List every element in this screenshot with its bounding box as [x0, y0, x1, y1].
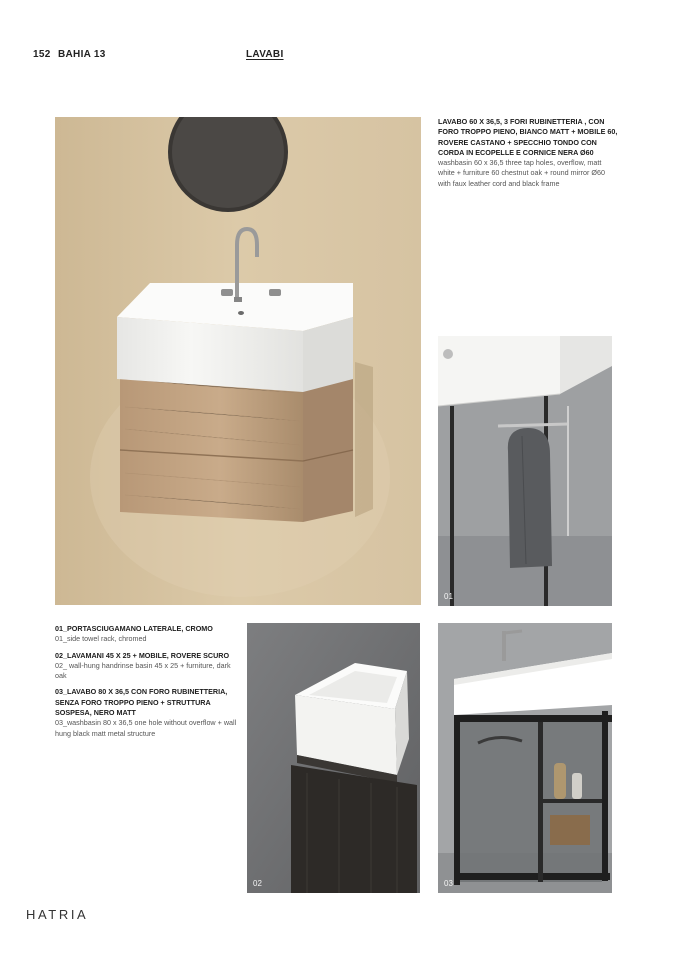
item-01-text: 01_side towel rack, chromed: [55, 634, 147, 644]
main-product-photo: [55, 117, 421, 605]
item-03-text: 03_washbasin 80 x 36,5 one hole without overflow + wall hung black matt metal structure: [55, 718, 237, 738]
photo-label-03: 03: [444, 879, 453, 888]
photo-01-towel-rack: [438, 336, 612, 606]
item-01-title: 01_PORTASCIUGAMANO LATERALE, CROMO: [55, 624, 213, 633]
main-caption-title: LAVABO 60 X 36,5, 3 FORI RUBINETTERIA , CON FORO TROPPO PIENO, BIANCO MATT + MOBILE 60, ROVERE CASTANO + SPECCHIO TONDO CON CORDA IN ECOPELLE E CORNICE NERA Ø60: [438, 117, 618, 157]
photo-label-01: 01: [444, 592, 453, 601]
main-caption-text: washbasin 60 x 36,5 three tap holes, overflow, matt white + furniture 60 chestnut oak + round mirror Ø60 with faux leather cord and black frame: [438, 158, 605, 188]
item-02: [55, 651, 240, 682]
main-caption: [438, 117, 618, 189]
series-name: BAHIA 13: [58, 49, 106, 60]
photo-02-handrinse-basin: [247, 623, 420, 893]
photo-label-02: 02: [253, 879, 262, 888]
brand-logo: HATRIA: [26, 907, 89, 922]
item-02-title: 02_LAVAMANI 45 X 25 + MOBILE, ROVERE SCURO: [55, 650, 230, 660]
item-01: [55, 624, 240, 645]
item-03-title: 03_LAVABO 80 X 36,5 CON FORO RUBINETTERIA, SENZA FORO TROPPO PIENO + STRUTTURA SOSPESA, NERO MATT: [55, 687, 228, 718]
item-03: [55, 687, 240, 738]
photo-03-washbasin-structure: [438, 623, 612, 893]
section-title: LAVABI: [246, 49, 284, 60]
item-descriptions: [55, 624, 240, 745]
page-number: 152: [33, 49, 51, 60]
item-02-text: 02_ wall-hung handrinse basin 45 x 25 + furniture, dark oak: [55, 660, 231, 681]
